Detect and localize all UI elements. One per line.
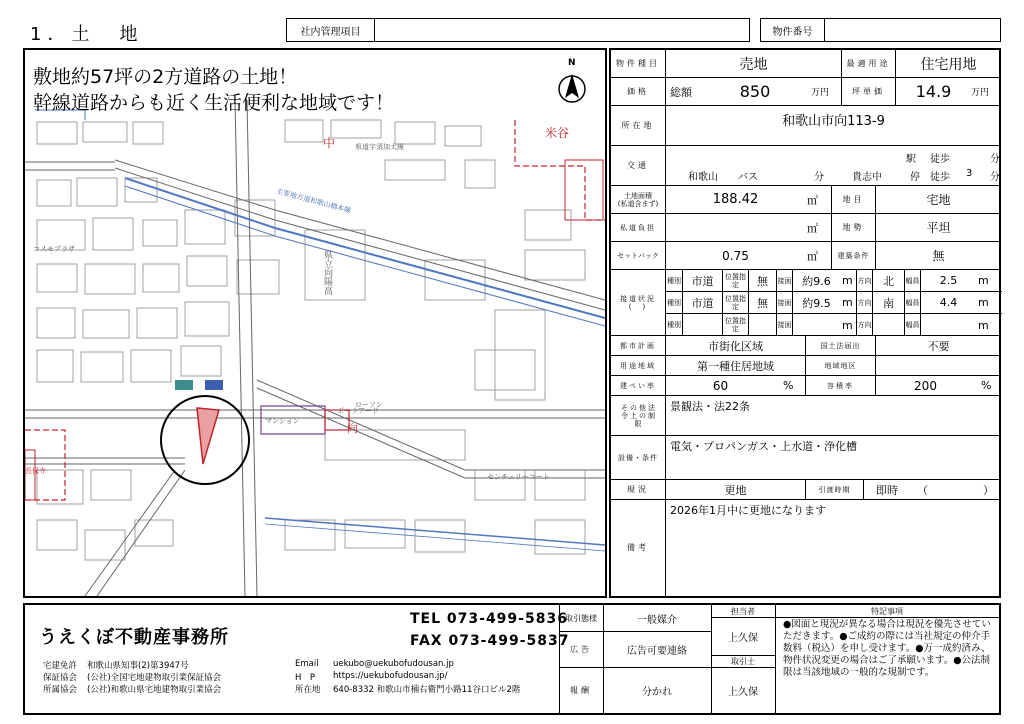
land-area-unit: ㎡ [807, 193, 818, 207]
road-dir-value [872, 314, 904, 336]
district-label: 地域地区 [805, 356, 875, 375]
city-plan-value: 市街化区域 [665, 336, 805, 355]
tsubo-value: 14.9 [895, 78, 971, 105]
zoning-label: 用途地域 [620, 361, 656, 370]
map-label-prefectural-road: 県道宇須加太線 [355, 143, 404, 151]
row-ratios [611, 376, 999, 396]
traffic-min2: 分 [990, 172, 1000, 183]
row-private-road [611, 214, 999, 242]
traffic-station-unit: 駅 [906, 154, 916, 165]
land-area-sub: (私道含まず) [617, 199, 659, 208]
ad-value: 広告可要連絡 [627, 645, 687, 657]
sheet-title: 1．土 地 [30, 24, 144, 45]
traffic-stop: 貴志中 [852, 172, 882, 183]
facility-value: 電気・プロパンガス・上水道・浄化槽 [665, 436, 1001, 479]
map-label-chohoji: 長保寺 [25, 467, 46, 475]
road-width-unit: m [978, 274, 989, 287]
notes-rule [775, 617, 999, 618]
road-width-value: 2.5 [920, 270, 976, 291]
email-link[interactable]: uekubo@uekubofudousan.jp [333, 659, 454, 669]
land-area-label: 土地面積 [624, 191, 652, 200]
other-law-value: 景観法・法22条 [665, 396, 1001, 435]
bcr-unit: % [783, 379, 794, 392]
current-value: 更地 [665, 480, 805, 499]
row-setback [611, 242, 999, 270]
traffic-bus-min: 分 [814, 172, 824, 183]
road-grid [665, 270, 1001, 336]
price-label: 価格 [627, 86, 649, 96]
license-value: 和歌山県知事(2)第3947号 [87, 661, 189, 671]
map-label-main-road: 主要地方道和歌山橋本線 [275, 187, 352, 215]
map-label-pola: ポーラアード [337, 407, 379, 415]
row-facilities [611, 436, 999, 480]
price-value: 850 [739, 82, 771, 101]
zoning-value: 第一種住居地域 [665, 356, 805, 375]
traffic-line: 和歌山 [688, 172, 718, 183]
row-traffic [611, 146, 999, 186]
road-pos-value: 無 [748, 270, 776, 291]
road-dir-value: 北 [872, 270, 904, 291]
facility-label: 設備・条件 [618, 453, 658, 462]
traffic-stop-label: 停 [910, 172, 920, 183]
management-label: 社内管理項目 [287, 19, 375, 41]
road-contact-label: 接面 [776, 270, 792, 291]
property-number-label: 物件番号 [761, 19, 825, 41]
agent-value: 上久保 [728, 686, 758, 698]
current-label: 現況 [627, 484, 649, 494]
traffic-walk2-label: 徒歩 [930, 172, 950, 183]
notes-title: 特記事項 [871, 606, 903, 616]
traffic-walk-label: 徒歩 [930, 154, 950, 165]
road-contact-unit: m [842, 274, 853, 287]
agent-label: 取引士 [731, 656, 755, 666]
management-box [286, 18, 750, 42]
homepage-label: H P [295, 673, 316, 683]
company-name: うえくぼ不動産事務所 [39, 627, 229, 648]
office-address-label: 所在地 [295, 685, 321, 695]
road-width-value: 4.4 [920, 292, 976, 313]
guarantee-label: 保証協会 [43, 673, 78, 683]
build-cond-label: 建築条件 [831, 242, 875, 269]
map-label-mukai: 向 [347, 422, 358, 435]
map-label-cosmo: コスモプラザ [33, 245, 75, 253]
land-area-label-cell [611, 186, 665, 213]
road-kind-value: 市道 [682, 270, 722, 291]
road-kind-value: 市道 [682, 292, 722, 313]
road-kind-label: 種別 [667, 321, 681, 329]
map-panel [23, 48, 607, 598]
traffic-min: 分 [990, 154, 1000, 165]
road-label: 接道状況 [620, 294, 656, 303]
ad-label: 広告 [570, 644, 592, 654]
best-use-label: 最適用途 [841, 50, 895, 77]
traffic-detail [665, 146, 1001, 185]
road-row-3 [666, 314, 1002, 336]
map-label-yoneya: 米谷 [545, 126, 570, 140]
map-label-lawson: ローソン [355, 401, 383, 409]
road-pos-label: 位置指定 [722, 292, 748, 313]
map-label-high-school: 県立向陽高 [322, 250, 332, 295]
delivery-paren: （ ） [917, 483, 994, 497]
road-width-label: 幅員 [904, 314, 920, 336]
footer [23, 603, 1001, 715]
fee-label: 報酬 [570, 685, 592, 695]
management-value [375, 19, 749, 41]
road-contact-value: 約9.6 [792, 270, 840, 291]
road-kind-value [682, 314, 722, 336]
land-category-label: 地目 [831, 186, 875, 213]
row-land-area [611, 186, 999, 214]
road-kind-label: 種別 [667, 298, 681, 307]
road-pos-value: 無 [748, 292, 776, 313]
row-zoning [611, 356, 999, 376]
terrain-value: 平坦 [875, 214, 1001, 241]
property-number-box [760, 18, 1001, 42]
setback-value: 0.75 [665, 242, 805, 269]
property-table [609, 48, 1001, 598]
bcr-value: 60 [665, 376, 775, 395]
map-label-mansion: マンション [265, 417, 300, 425]
row-price [611, 78, 999, 106]
land-law-value: 不要 [875, 336, 1001, 355]
row-type [611, 50, 999, 78]
north-arrow-icon [557, 58, 587, 104]
tsubo-unit: 万円 [971, 88, 990, 98]
traffic-label: 交通 [627, 160, 649, 170]
road-contact-label: 接面 [776, 292, 792, 313]
notes-divider [775, 605, 776, 713]
road-contact-unit: m [842, 318, 853, 332]
road-width-unit: m [978, 318, 989, 332]
bcr-label: 建ぺい率 [620, 381, 656, 390]
other-law-label: その他法令上の制限 [621, 403, 657, 428]
map-label-naka: 中 [323, 136, 336, 150]
delivery-value: 即時 [863, 480, 913, 499]
road-contact-value [792, 314, 840, 336]
private-road-unit: ㎡ [807, 221, 818, 235]
row-road-access [611, 270, 999, 336]
road-row-1 [666, 270, 1002, 292]
staff-value: 上久保 [728, 632, 758, 644]
road-dir-label: 方向 [856, 314, 872, 336]
land-category-value: 宅地 [875, 186, 1001, 213]
road-contact-unit: m [842, 296, 853, 309]
row-other-law [611, 396, 999, 436]
north-label: N [568, 58, 576, 68]
road-width-value [920, 314, 976, 336]
office-address-value: 640-8332 和歌山市楠右衛門小路11谷口ビル2階 [333, 685, 521, 695]
road-contact-label: 接面 [776, 314, 792, 336]
price-total-label: 総額 [665, 78, 705, 105]
land-area-value: 188.42 [665, 186, 805, 213]
email-label: Email [295, 659, 319, 669]
road-pos-label: 位置指定 [722, 270, 748, 291]
row-city-plan [611, 336, 999, 356]
road-row-2 [666, 292, 1002, 314]
terrain-label: 地勢 [831, 214, 875, 241]
delivery-label: 引渡時期 [805, 480, 863, 499]
deal-label: 取引態様 [565, 613, 597, 623]
traffic-bus: バス [738, 172, 758, 183]
row-remarks [611, 500, 999, 596]
address-label: 所在地 [621, 120, 655, 130]
road-pos-label: 位置指定 [722, 314, 748, 336]
road-contact-value: 約9.5 [792, 292, 840, 313]
price-unit: 万円 [811, 88, 830, 98]
road-pos-value [748, 314, 776, 336]
deal-value: 一般媒介 [637, 614, 677, 626]
address-value: 和歌山市向113-9 [665, 106, 1001, 145]
row-address [611, 106, 999, 146]
map-drawing [25, 50, 605, 596]
road-label-sub: ( ) [628, 302, 648, 311]
far-value: 200 [875, 376, 975, 395]
city-plan-label: 都市計画 [620, 341, 656, 350]
best-use-value: 住宅用地 [895, 50, 1001, 77]
build-cond-value: 無 [875, 242, 1001, 269]
headline-line-1: 敷地約57坪の2方道路の土地！ [33, 66, 298, 88]
map-label-century-court: センチュリーコート [487, 473, 550, 481]
traffic-walk2-value: 3 [966, 168, 973, 179]
setback-unit: ㎡ [807, 249, 818, 263]
headline-line-2: 幹線道路からも近く生活便利な地域です！ [33, 92, 395, 114]
row-current [611, 480, 999, 500]
remarks-value: 2026年1月中に更地になります [665, 500, 1001, 596]
homepage-link[interactable]: https://uekubofudousan.jp/ [333, 671, 448, 681]
road-kind-label: 種別 [667, 276, 681, 285]
road-dir-value: 南 [872, 292, 904, 313]
far-label: 容積率 [805, 376, 875, 395]
road-dir-label: 方向 [856, 292, 872, 313]
road-width-label: 幅員 [904, 270, 920, 291]
land-law-label: 国土法届出 [805, 336, 875, 355]
remarks-label: 備考 [627, 543, 649, 552]
staff-label: 担当者 [731, 606, 755, 616]
property-number-value [825, 19, 1000, 41]
district-value [875, 356, 1001, 375]
far-unit: % [981, 379, 992, 392]
tel-number: TEL 073-499-5836 [410, 611, 568, 627]
fax-number: FAX 073-499-5837 [410, 633, 570, 649]
road-label-cell [611, 270, 665, 335]
type-label: 物件種目 [616, 58, 660, 68]
road-width-unit: m [978, 296, 989, 309]
license-label: 宅建免許 [43, 661, 78, 671]
association-label: 所属協会 [43, 685, 78, 695]
association-value: (公社)和歌山県宅地建物取引業協会 [87, 685, 222, 695]
tsubo-label: 坪単価 [841, 78, 895, 105]
setback-label: セットバック [617, 251, 659, 260]
private-road-label: 私道負担 [620, 223, 656, 232]
type-value: 売地 [665, 50, 841, 77]
road-width-label: 幅員 [904, 292, 920, 313]
road-dir-label: 方向 [856, 270, 872, 291]
guarantee-value: (公社)全国宅地建物取引業保証協会 [87, 673, 222, 683]
notes-text: ●図面と現況が異なる場合は現況を優先させていただきます。●ご成約の際には当社規定の仲介手数料（税込）を申し受けます。●万一成約済み、物件状況変更の場合はご了承願います。●公法制限は当該地域の一般的な規制です。 [783, 619, 991, 678]
fee-value: 分かれ [642, 686, 672, 698]
private-road-value [665, 214, 805, 241]
